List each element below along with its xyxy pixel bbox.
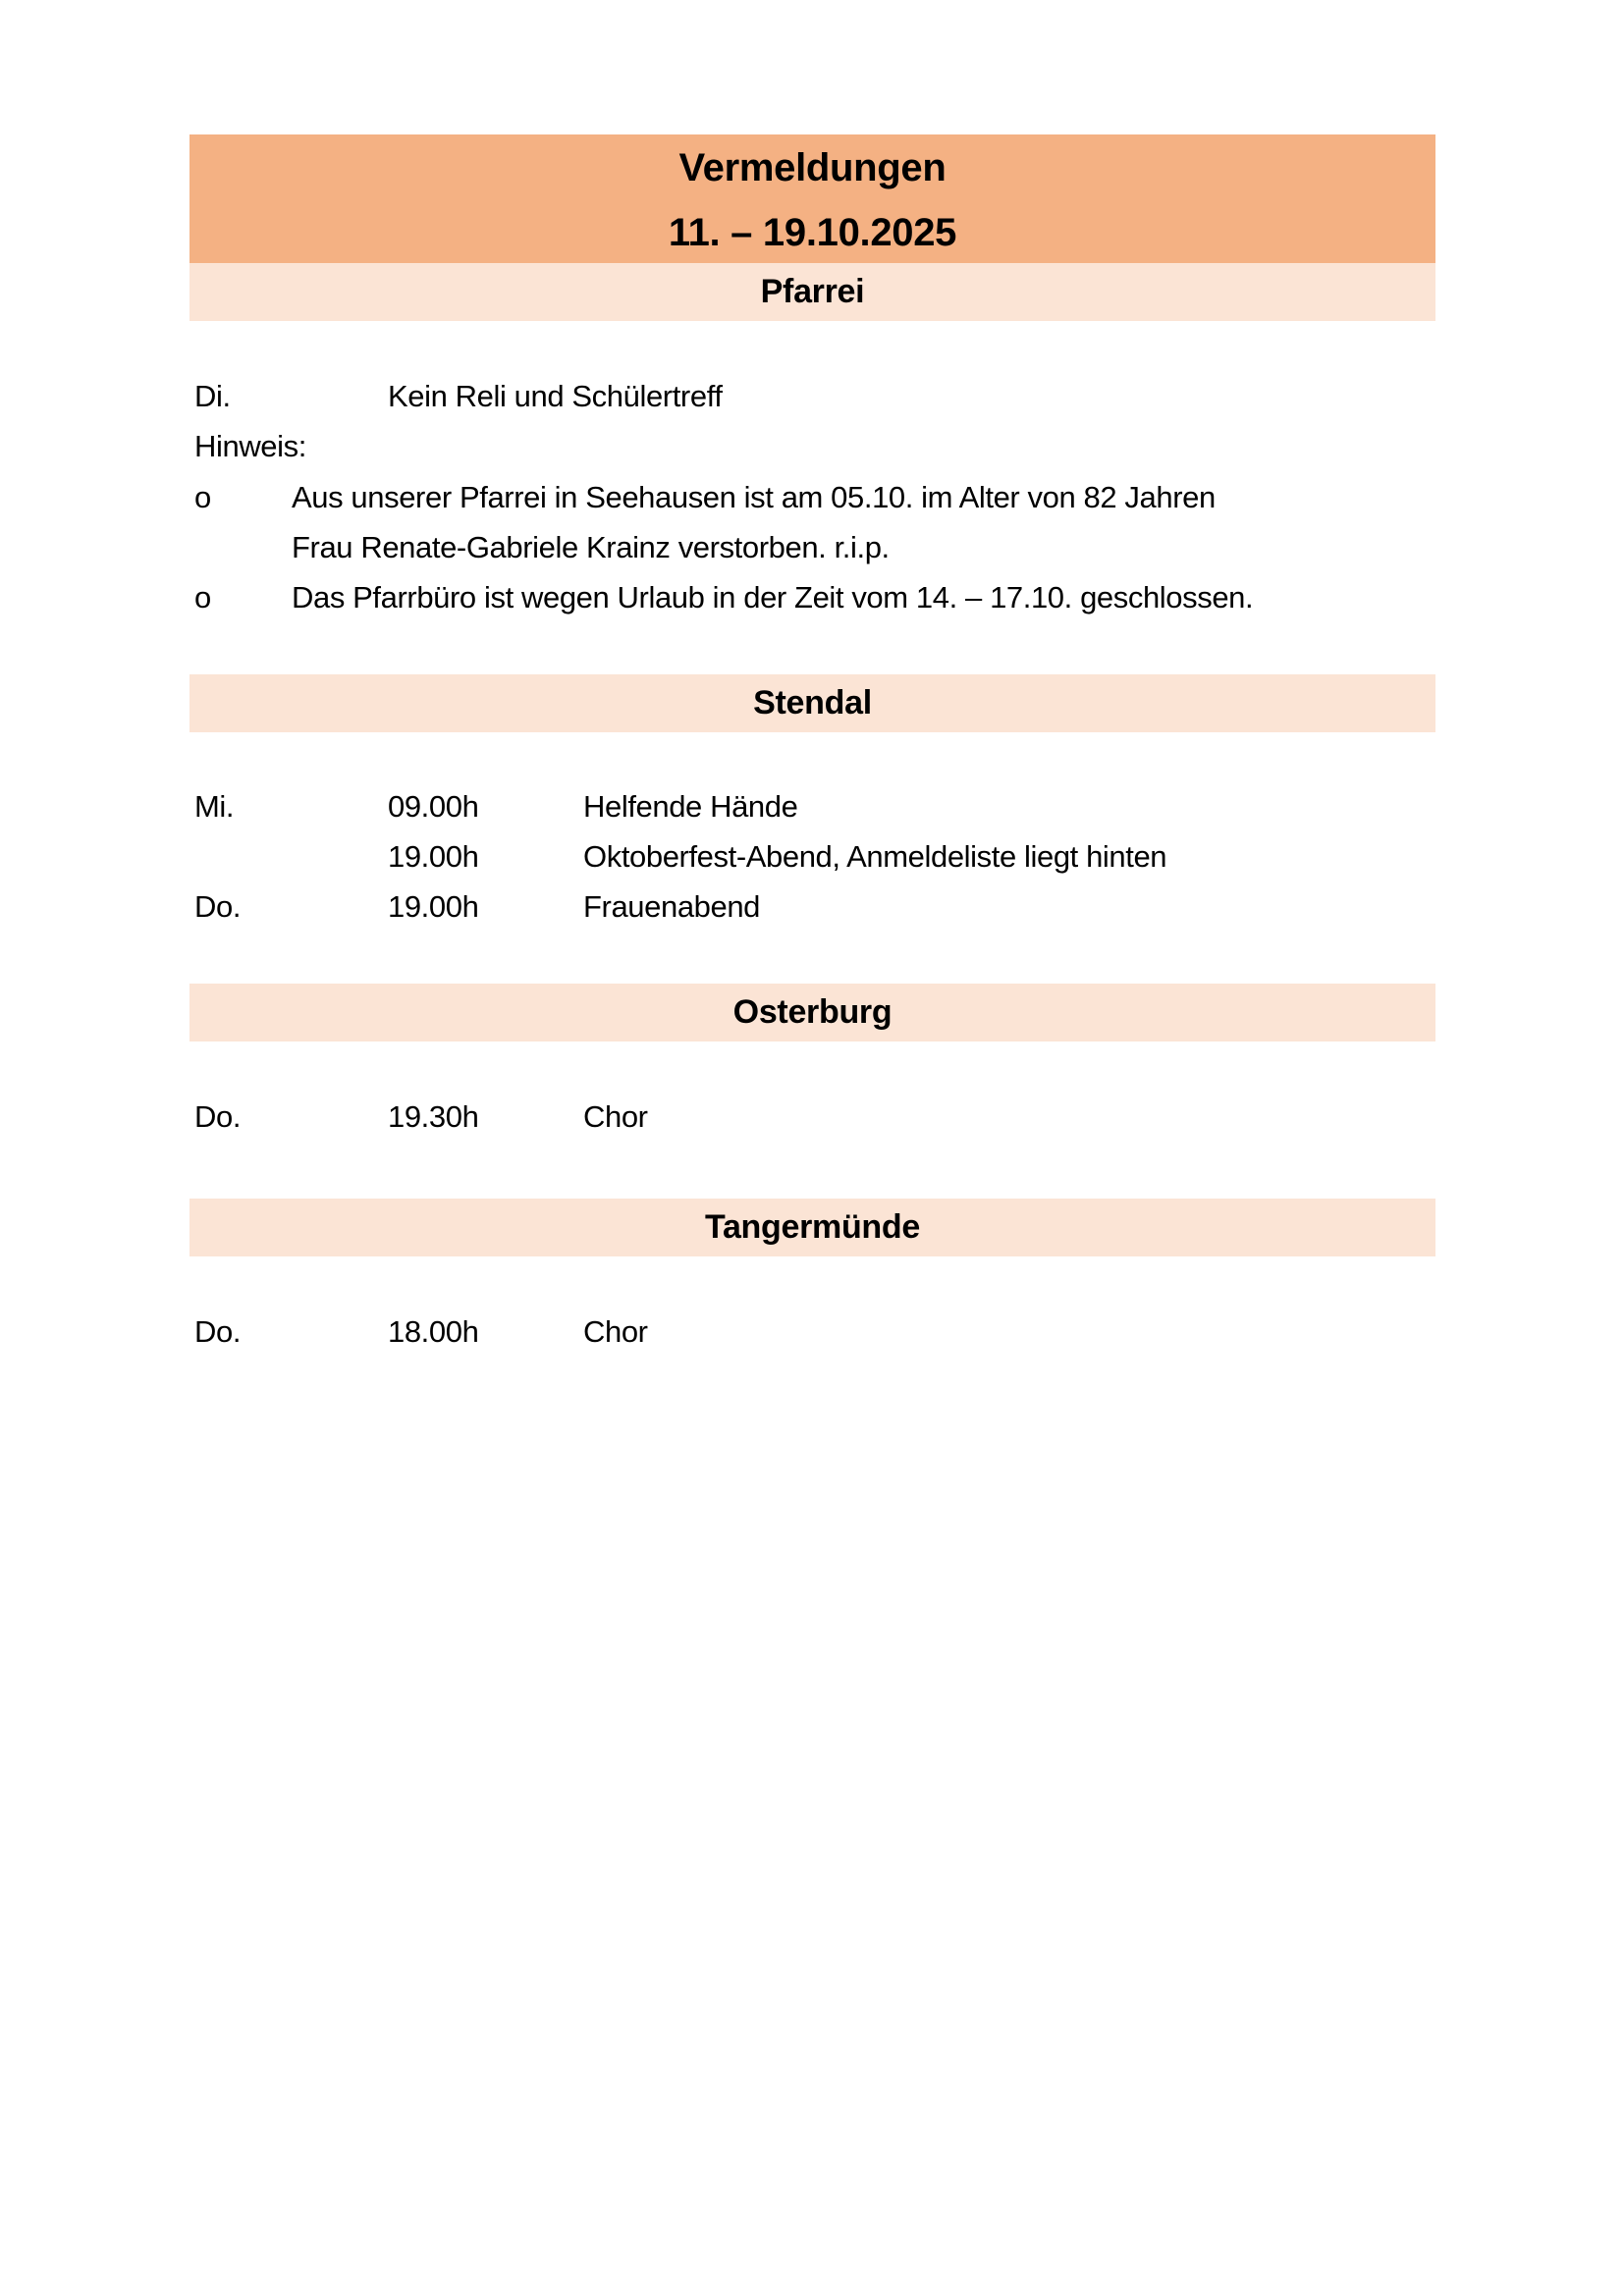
date-range: 11. – 19.10.2025 <box>668 211 957 254</box>
row-time: 19.00h <box>388 839 479 874</box>
row-time: 19.30h <box>388 1099 479 1134</box>
section-header-tangermuende <box>189 1199 1435 1256</box>
row-day: Mi. <box>194 789 235 824</box>
row-text: Oktoberfest-Abend, Anmeldeliste liegt hinten <box>583 839 1167 874</box>
row-time: 19.00h <box>388 889 479 924</box>
bullet-text-continued: Frau Renate-Gabriele Krainz verstorben. r.i.p. <box>292 530 890 564</box>
row-text: Frauenabend <box>583 889 761 924</box>
row-time: 09.00h <box>388 789 479 824</box>
bullet-marker: o <box>194 480 211 514</box>
bullet-marker: o <box>194 580 211 614</box>
bullet-text: Das Pfarrbüro ist wegen Urlaub in der Zeit vom 14. – 17.10. geschlossen. <box>292 580 1254 614</box>
section-heading: Pfarrei <box>760 273 865 310</box>
row-day: Do. <box>194 1099 242 1134</box>
document-title: Vermeldungen <box>678 146 947 189</box>
row-text: Chor <box>583 1314 648 1349</box>
section-heading: Tangermünde <box>705 1208 920 1246</box>
section-header-pfarrei <box>189 263 1435 321</box>
section-header-stendal <box>189 674 1435 732</box>
entry-text: Kein Reli und Schülertreff <box>388 379 723 413</box>
notice-label: Hinweis: <box>194 429 306 463</box>
bullet-text: Aus unserer Pfarrei in Seehausen ist am 05.10. im Alter von 82 Jahren <box>292 480 1216 514</box>
row-text: Chor <box>583 1099 648 1134</box>
section-heading: Stendal <box>753 684 872 721</box>
row-text: Helfende Hände <box>583 789 798 824</box>
row-day: Do. <box>194 889 242 924</box>
title-banner <box>189 134 1435 263</box>
entry-day: Di. <box>194 379 231 413</box>
section-header-osterburg <box>189 984 1435 1041</box>
section-heading: Osterburg <box>732 993 893 1031</box>
row-time: 18.00h <box>388 1314 479 1349</box>
row-day: Do. <box>194 1314 242 1349</box>
